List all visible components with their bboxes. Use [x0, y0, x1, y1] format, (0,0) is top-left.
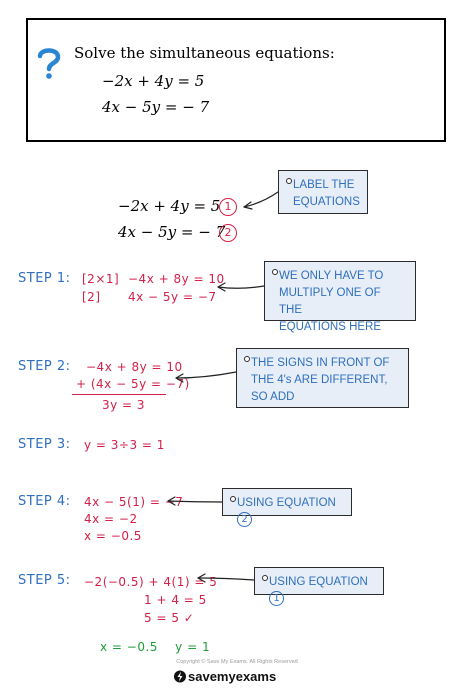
arrow-step-2 [176, 372, 236, 378]
step-5-line-3: 5 = 5 ✓ [144, 611, 195, 625]
note-line: THE 4's ARE DIFFERENT, [251, 374, 388, 386]
arrow-step-4 [168, 501, 222, 502]
step-1-tag-2: [2] [82, 290, 101, 304]
note-line: THE SIGNS IN FRONT OF [251, 357, 390, 369]
step-3-work: y = 3÷3 = 1 [84, 438, 165, 452]
equation-number-2-circle: 2 [219, 224, 237, 242]
step-3-label: STEP 3: [18, 437, 71, 452]
step-2-line-2: + (4x − 5y = −7) [76, 377, 190, 391]
arrow-step-1 [218, 286, 264, 288]
step-4-line-3: x = −0.5 [84, 529, 142, 543]
question-equation-2: 4x − 5y = − 7 [102, 98, 210, 116]
lightning-bolt-icon [174, 670, 186, 683]
footer-brand: savemyexams [188, 669, 277, 684]
note-text: USING EQUATION [237, 497, 336, 509]
step-1-work-1: −4x + 8y = 10 [128, 272, 225, 286]
equation-ref-circle: 1 [269, 591, 284, 606]
note-text: USING EQUATION [269, 576, 368, 588]
footer-copyright: Copyright © Save My Exams. All Rights Reserved [176, 659, 298, 665]
question-equation-1: −2x + 4y = 5 [102, 72, 205, 90]
note-line: EQUATIONS [293, 196, 360, 208]
final-answer: x = −0.5 y = 1 [100, 640, 211, 654]
note-line: MULTIPLY ONE OF THE [279, 287, 381, 316]
arrow-step-5 [198, 578, 254, 580]
step-2-label: STEP 2: [18, 359, 71, 374]
step-1-work-2: 4x − 5y = −7 [128, 290, 217, 304]
step-5-line-1: −2(−0.5) + 4(1) = 5 [84, 575, 218, 589]
step-2-line-1: −4x + 8y = 10 [86, 360, 183, 374]
note-line: EQUATIONS HERE [279, 321, 382, 333]
step-1-tag-1: [2×1] [82, 272, 120, 286]
step-5-label: STEP 5: [18, 573, 71, 588]
step-4-label: STEP 4: [18, 494, 71, 509]
arrow-label-equations [244, 192, 278, 207]
labeled-equation-1: −2x + 4y = 5 [118, 197, 221, 215]
equation-number-1-circle: 1 [219, 198, 237, 216]
note-line: LABEL THE [293, 179, 355, 191]
labeled-equation-2: 4x − 5y = − 7 [118, 223, 226, 241]
step-4-line-2: 4x = −2 [84, 512, 138, 526]
step-1-label: STEP 1: [18, 271, 71, 286]
note-line: WE ONLY HAVE TO [279, 270, 384, 282]
step-2-result: 3y = 3 [102, 398, 146, 412]
question-prompt: Solve the simultaneous equations: [74, 44, 335, 62]
step-5-line-2: 1 + 4 = 5 [144, 593, 207, 607]
step-4-line-1: 4x − 5(1) = −7 [84, 495, 184, 509]
note-line: SO ADD [251, 391, 295, 403]
equation-ref-circle: 2 [237, 512, 252, 527]
